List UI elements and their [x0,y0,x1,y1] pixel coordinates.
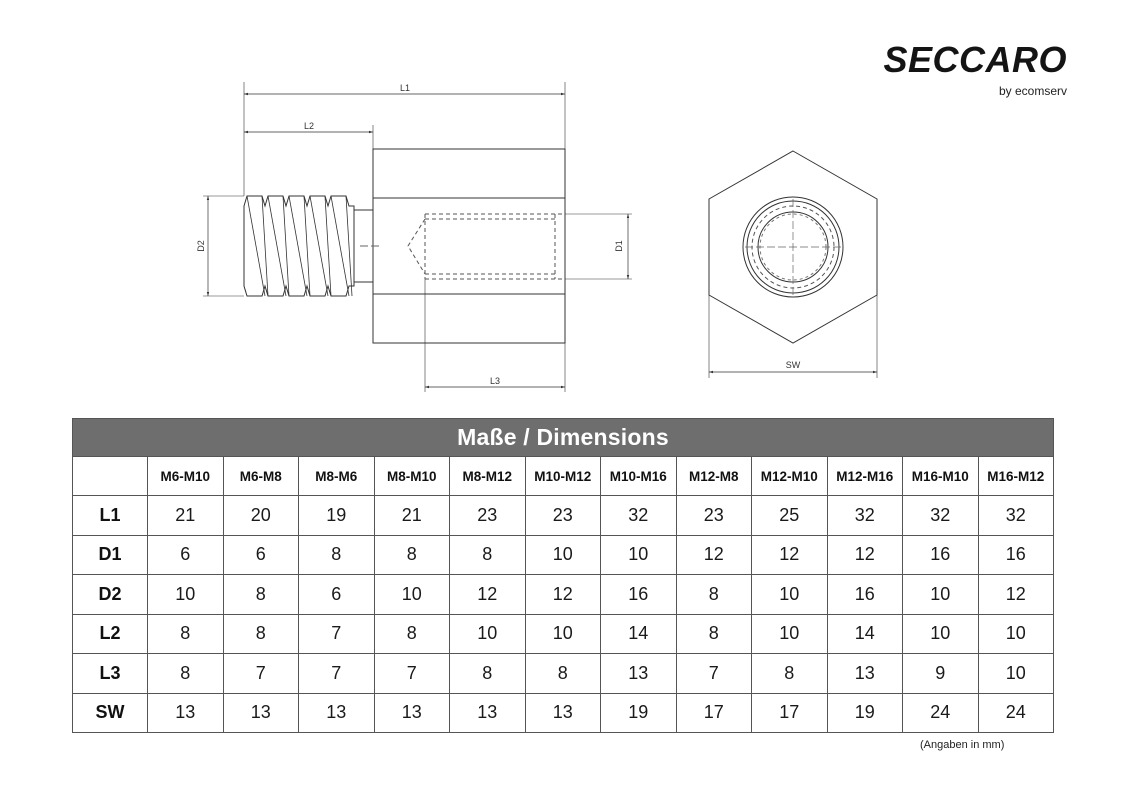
column-header: M12-M8 [676,457,752,496]
table-cell: 8 [676,575,752,615]
table-cell: 32 [827,496,903,536]
dim-label-d1: D1 [614,240,624,252]
table-cell: 21 [374,496,450,536]
table-cell: 19 [299,496,375,536]
table-cell: 10 [752,614,828,654]
table-cell: 19 [827,693,903,733]
table-row [73,654,1054,694]
table-cell: 17 [676,693,752,733]
table-cell: 16 [903,535,979,575]
dimensions-table [72,418,1054,733]
table-cell: 8 [450,535,526,575]
row-label: L2 [73,614,148,654]
dim-label-l1: L1 [399,83,411,93]
table-cell: 13 [450,693,526,733]
table-cell: 13 [299,693,375,733]
table-cell: 12 [676,535,752,575]
table-cell: 6 [299,575,375,615]
table-cell: 8 [752,654,828,694]
table-cell: 17 [752,693,828,733]
hex-body-side [373,149,565,343]
brand-name: SECCARO [883,39,1067,80]
table-cell: 6 [148,535,224,575]
table-cell: 10 [374,575,450,615]
table-cell: 6 [223,535,299,575]
table-cell: 8 [374,535,450,575]
column-header: M16-M10 [903,457,979,496]
table-cell: 13 [827,654,903,694]
table-cell: 8 [676,614,752,654]
table-cell: 32 [601,496,677,536]
side-view [203,82,632,392]
table-cell: 7 [374,654,450,694]
table-cell: 7 [676,654,752,694]
table-cell: 14 [601,614,677,654]
row-label: SW [73,693,148,733]
table-cell: 10 [450,614,526,654]
table-cell: 7 [299,654,375,694]
male-thread [244,196,354,296]
table-row [73,614,1054,654]
table-cell: 8 [148,654,224,694]
table-cell: 7 [223,654,299,694]
table-cell: 21 [148,496,224,536]
table-cell: 23 [450,496,526,536]
table-row [73,535,1054,575]
column-header: M12-M10 [752,457,828,496]
table-cell: 10 [525,614,601,654]
table-cell: 23 [525,496,601,536]
table-cell: 16 [978,535,1054,575]
table-cell: 13 [148,693,224,733]
table-header-row [73,457,1054,496]
brand-tagline: by ecomserv [998,84,1067,98]
row-label: D1 [73,535,148,575]
column-header: M8-M12 [450,457,526,496]
table-cell: 10 [978,614,1054,654]
table-cell: 16 [827,575,903,615]
table-cell: 12 [450,575,526,615]
table-cell: 8 [450,654,526,694]
table-cell: 8 [223,575,299,615]
column-header: M16-M12 [978,457,1054,496]
table-cell: 8 [299,535,375,575]
corner-cell [73,457,148,496]
table-cell: 25 [752,496,828,536]
table-cell: 13 [223,693,299,733]
table-cell: 16 [601,575,677,615]
table-cell: 13 [374,693,450,733]
table-cell: 10 [525,535,601,575]
table-cell: 13 [525,693,601,733]
table-cell: 20 [223,496,299,536]
table-cell: 10 [903,614,979,654]
column-header: M12-M16 [827,457,903,496]
table-cell: 19 [601,693,677,733]
table-row [73,693,1054,733]
table-cell: 10 [601,535,677,575]
table-cell: 13 [601,654,677,694]
table-cell: 10 [978,654,1054,694]
table-cell: 12 [525,575,601,615]
column-header: M8-M10 [374,457,450,496]
table-cell: 14 [827,614,903,654]
row-label: L1 [73,496,148,536]
front-view [709,151,877,378]
units-note: (Angaben in mm) [920,739,1005,751]
table-cell: 12 [827,535,903,575]
table-title: Maße / Dimensions [73,419,1054,457]
table-row [73,575,1054,615]
table-cell: 8 [374,614,450,654]
table-cell: 10 [752,575,828,615]
row-label: L3 [73,654,148,694]
dim-label-d2: D2 [196,240,206,252]
table-cell: 12 [978,575,1054,615]
dim-label-l3: L3 [489,376,501,386]
table-cell: 12 [752,535,828,575]
table-cell: 7 [299,614,375,654]
table-cell: 8 [148,614,224,654]
table-cell: 8 [223,614,299,654]
table-cell: 32 [903,496,979,536]
table-cell: 9 [903,654,979,694]
row-label: D2 [73,575,148,615]
column-header: M6-M8 [223,457,299,496]
table-cell: 8 [525,654,601,694]
column-header: M8-M6 [299,457,375,496]
table-cell: 10 [903,575,979,615]
table-cell: 24 [903,693,979,733]
table-cell: 32 [978,496,1054,536]
dim-label-l2: L2 [303,121,315,131]
table-cell: 10 [148,575,224,615]
column-header: M10-M12 [525,457,601,496]
column-header: M10-M16 [601,457,677,496]
column-header: M6-M10 [148,457,224,496]
table-cell: 24 [978,693,1054,733]
dim-label-sw: SW [785,360,801,370]
table-cell: 23 [676,496,752,536]
table-row [73,496,1054,536]
